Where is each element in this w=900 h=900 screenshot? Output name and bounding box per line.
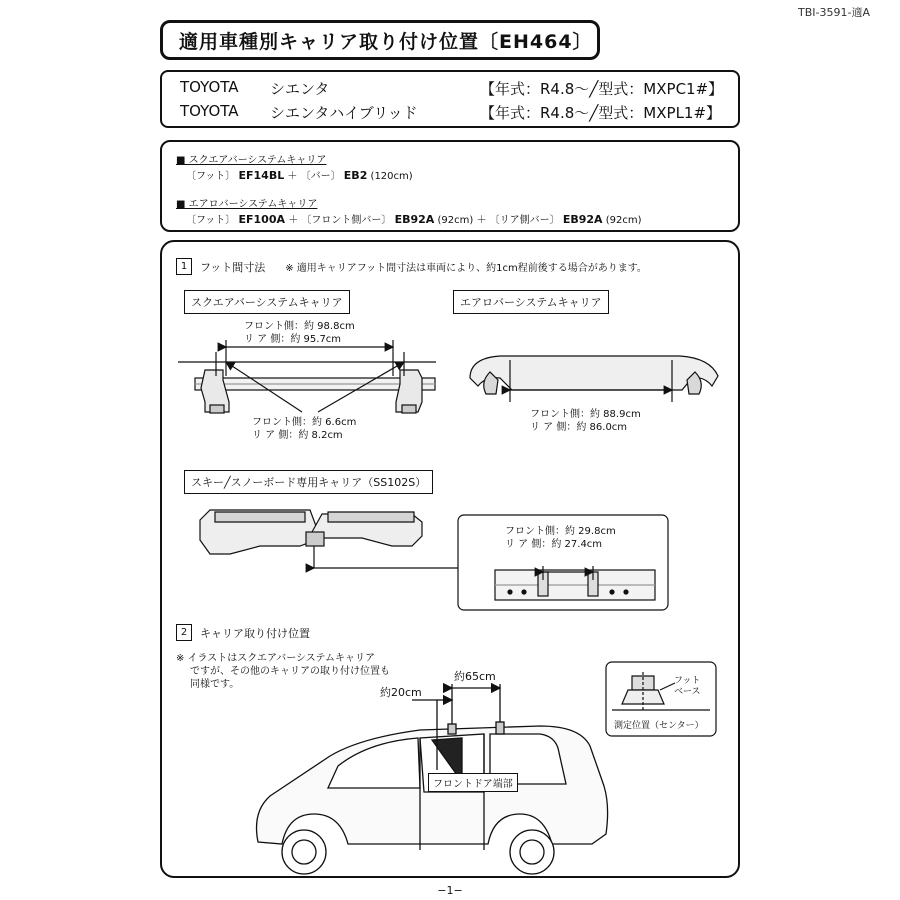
rear-dimension: リ ア 側：約 8.2cm bbox=[252, 430, 343, 441]
measure-position-label: 測定位置（センター） bbox=[614, 721, 704, 731]
plus-sign: ＋ bbox=[287, 171, 298, 182]
aero-dims bbox=[530, 408, 641, 434]
section2-note bbox=[176, 652, 390, 691]
rear-bar-label: 〔リア側バー〕 bbox=[489, 215, 560, 226]
section-label: フット間寸法 bbox=[200, 260, 266, 274]
foot-label: 〔フット〕 bbox=[186, 215, 236, 226]
dimension-65cm: 約65cm bbox=[454, 670, 496, 683]
page-title: 適用車種別キャリア取り付け位置〔EH464〕 bbox=[160, 20, 600, 60]
section1-header bbox=[176, 258, 647, 275]
dimension-20cm: 約20cm bbox=[380, 686, 422, 699]
square-carrier-illustration bbox=[178, 340, 436, 413]
vehicle-spec: 【年式：R4.8～╱型式：MXPL1#】 bbox=[480, 104, 722, 122]
square-inner-dims bbox=[252, 416, 356, 442]
bar-model: EB2 bbox=[343, 169, 368, 182]
rear-dimension: リ ア 側：約 27.4cm bbox=[505, 539, 603, 550]
foot-label: 〔フット〕 bbox=[186, 171, 236, 182]
rear-bar-model: EB92A bbox=[562, 213, 603, 226]
note-line: ですが、その他のキャリアの取り付け位置も bbox=[190, 666, 390, 677]
foot-model: EF14BL bbox=[238, 169, 285, 182]
aero-carrier-title: ■ エアロバーシステムキャリア bbox=[176, 199, 318, 210]
front-bar-model: EB92A bbox=[394, 213, 435, 226]
vehicle-model: シエンタハイブリッド bbox=[270, 104, 418, 122]
foot-label: フット bbox=[674, 676, 701, 686]
base-label: ベース bbox=[674, 687, 701, 697]
note-line: 同様です。 bbox=[190, 679, 240, 690]
plus-sign: ＋ bbox=[476, 215, 487, 226]
rear-dimension: リ ア 側：約 86.0cm bbox=[530, 422, 628, 433]
vehicle-spec: 【年式：R4.8～╱型式：MXPC1#】 bbox=[480, 80, 724, 98]
front-bar-label: 〔フロント側バー〕 bbox=[301, 215, 392, 226]
aero-carrier-illustration bbox=[470, 356, 718, 402]
foot-base-label bbox=[674, 676, 701, 698]
step-number: 1 bbox=[176, 258, 192, 275]
section-label: キャリア取り付け位置 bbox=[200, 626, 310, 640]
square-carrier-title: ■ スクエアバーシステムキャリア bbox=[176, 155, 327, 166]
rear-bar-size: (92cm) bbox=[605, 215, 642, 226]
square-outer-dims bbox=[244, 320, 355, 346]
section-note: ※ 適用キャリアフット間寸法は車両により、約1cm程前後する場合があります。 bbox=[285, 263, 647, 274]
aero-carrier-tag: エアロバーシステムキャリア bbox=[453, 290, 609, 314]
step-number: 2 bbox=[176, 624, 192, 641]
document-id: TBI-3591-適A bbox=[798, 6, 870, 19]
vehicle-make: TOYOTA bbox=[180, 102, 239, 120]
foot-model: EF100A bbox=[238, 213, 286, 226]
front-dimension: フロント側：約 88.9cm bbox=[530, 409, 641, 420]
section2-header bbox=[176, 624, 310, 641]
vehicle-model: シエンタ bbox=[270, 80, 330, 98]
bar-size: (120cm) bbox=[370, 171, 413, 182]
front-dimension: フロント側：約 6.6cm bbox=[252, 417, 357, 428]
front-dimension: フロント側：約 98.8cm bbox=[244, 321, 355, 332]
bar-label: 〔バー〕 bbox=[300, 171, 341, 182]
square-carrier-tag: スクエアバーシステムキャリア bbox=[184, 290, 350, 314]
front-dimension: フロント側：約 29.8cm bbox=[505, 526, 616, 537]
note-line: ※ イラストはスクエアバーシステムキャリア bbox=[176, 653, 376, 664]
vehicle-make: TOYOTA bbox=[180, 78, 239, 96]
rear-dimension: リ ア 側：約 95.7cm bbox=[244, 334, 342, 345]
plus-sign: ＋ bbox=[288, 215, 299, 226]
front-bar-size: (92cm) bbox=[437, 215, 474, 226]
front-door-edge-tag: フロントドア端部 bbox=[428, 773, 518, 792]
ski-dims bbox=[505, 525, 616, 551]
ski-carrier-tag: スキー╱スノーボード専用キャリア（SS102S） bbox=[184, 470, 433, 494]
page-number: −1− bbox=[437, 884, 463, 897]
